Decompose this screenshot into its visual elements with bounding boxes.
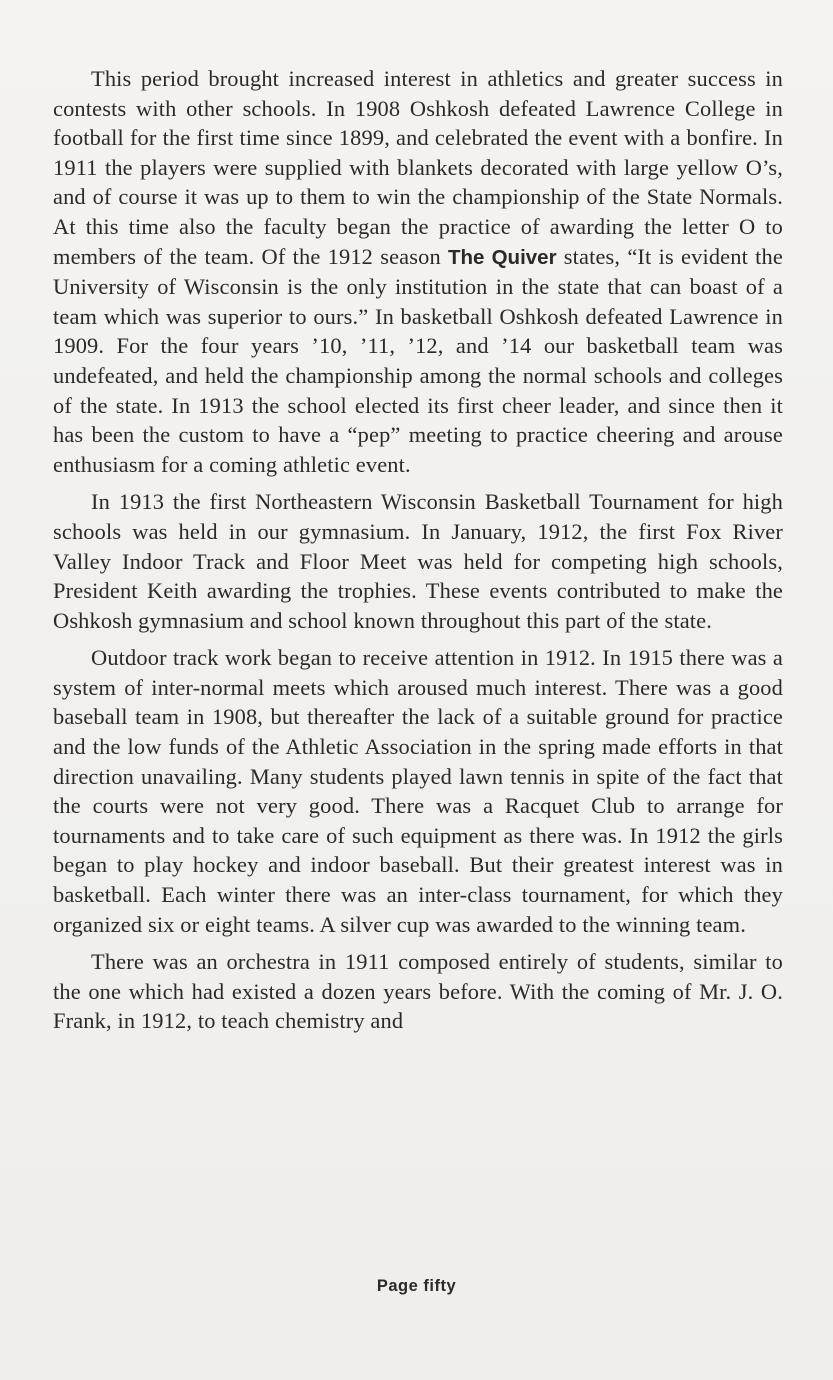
body-text [53, 64, 783, 1036]
paragraph-athletics [53, 64, 783, 479]
paragraph-outdoor-track: Outdoor track work began to receive attention in 1912. In 1915 there was a system of inter-normal meets which aroused much interest. There was a good baseball team in 1908, but thereafter the lack of a suitable ground for practice and the low funds of the Athletic Association in the spring made efforts in that direction unavailing. Many students played lawn tennis in spite of the fact that the courts were not very good. There was a Racquet Club to arrange for tournaments and to take care of such equipment as there was. In 1912 the girls began to play hockey and indoor baseball. But their greatest interest was in basketball. Each winter there was an inter-class tournament, for which they organized six or eight teams. A silver cup was awarded to the winning team. [53, 645, 783, 937]
publication-title-the-quiver: The Quiver [448, 245, 557, 269]
paragraph-orchestra: There was an orchestra in 1911 composed entirely of students, similar to the one which had existed a dozen years before. With the coming of Mr. J. O. Frank, in 1912, to teach chemistry and [53, 949, 783, 1034]
paragraph-athletics-part2: states, “It is evident the University of Wisconsin is the only institution in the state that can boast of a team which was superior to ours.” In basketball Oshkosh defeated Lawrence in 1909. For the four years ’10, ’11, ’12, and ’14 our basketball team was undefeated, and held the championship among the normal schools and colleges of the state. In 1913 the school elected its first cheer leader, and since then it has been the custom to have a “pep” meeting to practice cheering and arouse enthusiasm for a coming athletic event. [53, 243, 783, 477]
paragraph-tournaments: In 1913 the first Northeastern Wisconsin Basketball Tournament for high schools was held in our gymnasium. In January, 1912, the first Fox River Valley Indoor Track and Floor Meet was held for competing high schools, President Keith awarding the trophies. These events contributed to make the Oshkosh gymnasium and school known throughout this part of the state. [53, 489, 783, 633]
page-number-footer: Page fifty [376, 1277, 457, 1295]
paragraph-athletics-part1: This period brought increased interest in athletics and greater success in contests with other schools. In 1908 Oshkosh defeated Lawrence College in football for the first time since 1899, and celebrated the event with a bonfire. In 1911 the players were supplied with blankets decorated with large yellow O’s, and of course it was up to them to win the championship of the State Normals. At this time also the faculty began the practice of awarding the letter O to members of the team. Of the 1912 season [53, 66, 783, 269]
